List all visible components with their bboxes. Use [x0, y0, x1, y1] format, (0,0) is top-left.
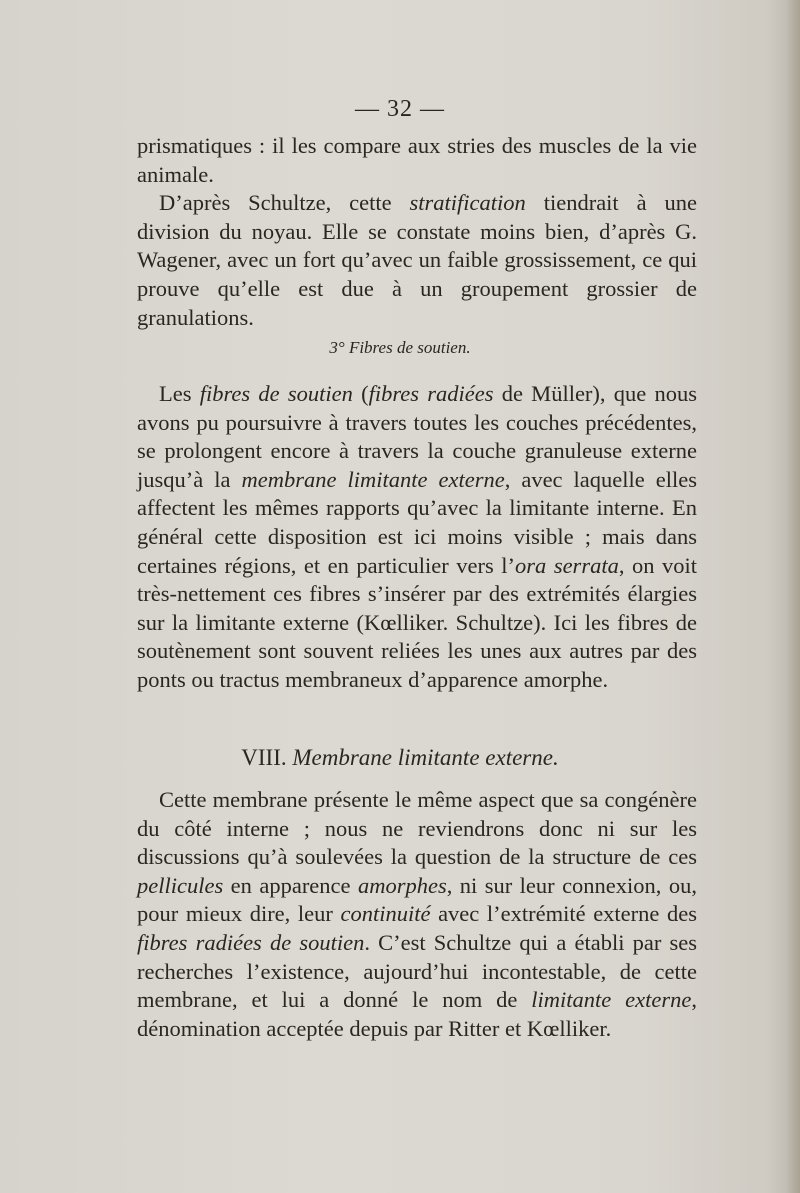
paragraph-membrane: Cette membrane présente le même aspect que sa congénère du côté interne ; nous ne reviendrons donc ni sur les discussions qu’à soulevées la question de la structure de ces pellicules en apparence amorphes, ni sur leur connexion, ou, pour mieux dire, leur continuité avec l’extrémité externe des fibres radiées de soutien. C’est Schultze qui a établi par ses recherches l’existence, aujourd’hui incontestable, de cette membrane, et lui a donné le nom de limitante externe, dénomination acceptée depuis par Ritter et Kœlliker. [137, 787, 697, 1041]
paragraph-stratification: D’après Schultze, cette stratification tiendrait à une division du noyau. Elle se constate moins bien, d’après G. Wagener, avec un fort qu’avec un faible grossissement, ce qui prouve qu’elle est due à un groupement grossier de granulations. [137, 190, 697, 330]
section-heading-viii: VIII. Membrane limitante externe. [241, 745, 559, 770]
text-block-membrane [137, 786, 697, 1043]
page-edge-shadow [786, 0, 800, 1193]
subheading-fibres-soutien: 3° Fibres de soutien. [329, 338, 471, 357]
page-number: — 32 — [355, 96, 445, 122]
text-block-top [137, 132, 697, 332]
paragraph-fibres-soutien: Les fibres de soutien (fibres radiées de Müller), que nous avons pu poursuivre à travers toutes les couches précédentes, se prolongent encore à travers la couche granuleuse externe jusqu’à la membrane limitante externe, avec laquelle elles affectent les mêmes rapports qu’avec la limitante interne. En général cette disposition est ici moins visible ; mais dans certaines régions, et en particulier vers l’ora serrata, on voit très-nettement ces fibres s’insérer par des extrémités élargies sur la limitante externe (Kœlliker. Schultze). Ici les fibres de soutènement sont souvent reliées les unes aux autres par des ponts ou tractus membraneux d’apparence amorphe. [137, 381, 698, 692]
paragraph-continuation: prismatiques : il les compare aux stries des muscles de la vie animale. [137, 133, 697, 187]
emphasis-stratification: stratification [409, 190, 526, 216]
text-block-fibres [137, 380, 697, 695]
